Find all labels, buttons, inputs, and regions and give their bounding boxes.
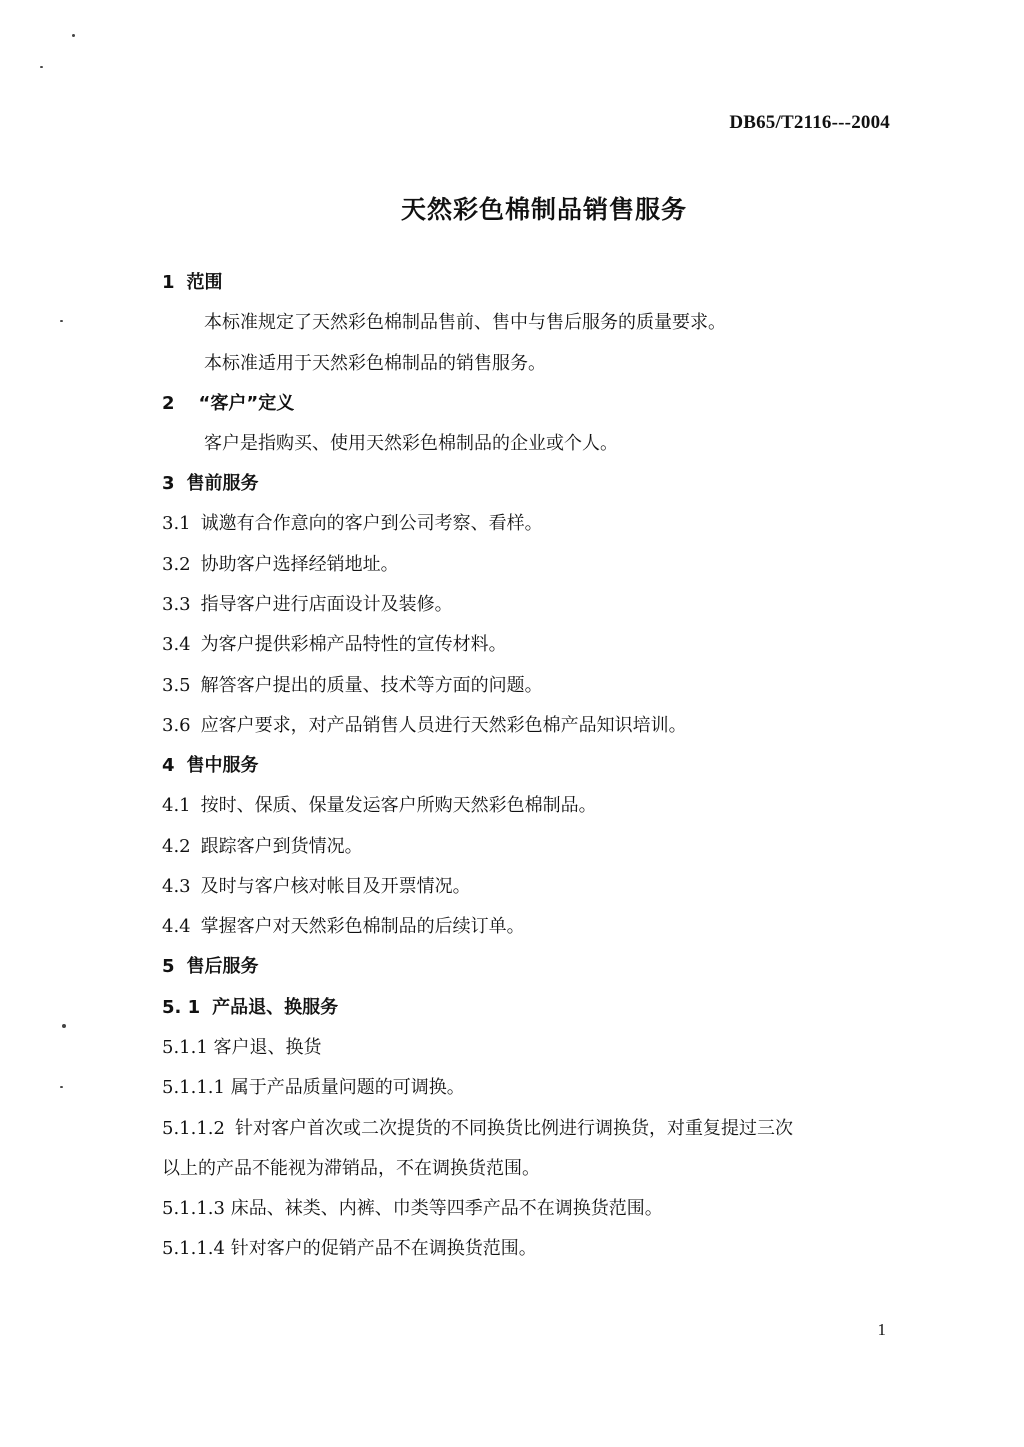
clause-text: 跟踪客户到货情况。 [200,836,363,857]
clause-item [162,1076,465,1100]
clause-item [162,915,525,939]
section-title: 范围 [186,272,223,293]
page-number: 1 [877,1320,886,1339]
clause-text: 针对客户首次或二次提货的不同换货比例进行调换货，对重复提过三次 [234,1118,793,1139]
section-title: “客户”定义 [198,393,295,414]
clause-text: 属于产品质量问题的可调换。 [230,1077,465,1098]
subsection-heading [162,996,338,1020]
clause-text: 协助客户选择经销地址。 [200,554,399,575]
clause-text: 床品、袜类、内裤、巾类等四季产品不在调换货范围。 [230,1198,663,1219]
clause-continuation [162,1157,540,1181]
section-heading [162,271,223,295]
clause-item [162,1237,537,1261]
clause-text: 为客户提供彩棉产品特性的宣传材料。 [200,634,507,655]
subsection-title: 产品退、换服务 [212,997,339,1018]
section-number: 5 [162,956,175,977]
clause-text: 及时与客户核对帐目及开票情况。 [200,876,471,897]
clause-item [162,794,597,818]
section-title: 售中服务 [186,755,259,776]
clause-number: 3.3 [162,594,191,615]
clause-number: 5.1.1.3 [162,1198,225,1219]
clause-number: 4.3 [162,876,191,897]
paragraph: 客户是指购买、使用天然彩色棉制品的企业或个人。 [204,433,618,454]
clause-number: 3.4 [162,634,191,655]
clause-text: 针对客户的促销产品不在调换货范围。 [230,1238,537,1259]
section-number: 2 [162,393,175,414]
clause-text: 应客户要求，对产品销售人员进行天然彩色棉产品知识培训。 [200,715,687,736]
subsection-number: 5. 1 [162,997,201,1018]
clause-item [162,512,543,536]
clause-text: 客户退、换货 [213,1037,322,1058]
clause-number: 3.6 [162,715,191,736]
clause-number: 3.5 [162,675,191,696]
clause-number: 5.1.1.2 [162,1118,225,1139]
clause-item [162,674,543,698]
clause-number: 3.2 [162,554,191,575]
section-heading [162,472,259,496]
clause-text: 以上的产品不能视为滞销品，不在调换货范围。 [162,1158,540,1179]
scan-speck [40,66,43,68]
scan-speck [62,1024,66,1028]
clause-text: 掌握客户对天然彩色棉制品的后续订单。 [200,916,525,937]
clause-text: 按时、保质、保量发运客户所购天然彩色棉制品。 [200,795,597,816]
clause-number: 3.1 [162,513,191,534]
clause-item [162,1197,663,1221]
clause-item [162,1117,793,1141]
clause-text: 指导客户进行店面设计及装修。 [200,594,453,615]
scan-speck [60,320,63,322]
clause-number: 4.2 [162,836,191,857]
paragraph: 本标准适用于天然彩色棉制品的销售服务。 [204,353,546,374]
document-title: 天然彩色棉制品销售服务 [400,195,687,224]
paragraph: 本标准规定了天然彩色棉制品售前、售中与售后服务的质量要求。 [204,312,726,333]
section-heading [162,392,294,416]
clause-text: 诚邀有合作意向的客户到公司考察、看样。 [200,513,543,534]
section-number: 1 [162,272,175,293]
section-heading [162,754,259,778]
clause-item [162,633,507,657]
clause-number: 4.1 [162,795,191,816]
clause-item [162,835,363,859]
clause-item [162,593,453,617]
section-number: 4 [162,755,175,776]
clause-number: 5.1.1.4 [162,1238,225,1259]
section-number: 3 [162,473,175,494]
scan-speck [72,34,75,37]
clause-number: 5.1.1.1 [162,1077,225,1098]
section-heading [162,955,259,979]
clause-item [162,875,471,899]
document-code: DB65/T2116---2004 [729,112,890,133]
section-title: 售后服务 [186,956,259,977]
clause-item [162,1036,322,1060]
clause-item [162,553,399,577]
section-title: 售前服务 [186,473,259,494]
scan-speck [60,1086,63,1088]
clause-text: 解答客户提出的质量、技术等方面的问题。 [200,675,543,696]
clause-item [162,714,687,738]
clause-number: 4.4 [162,916,191,937]
clause-number: 5.1.1 [162,1037,208,1058]
